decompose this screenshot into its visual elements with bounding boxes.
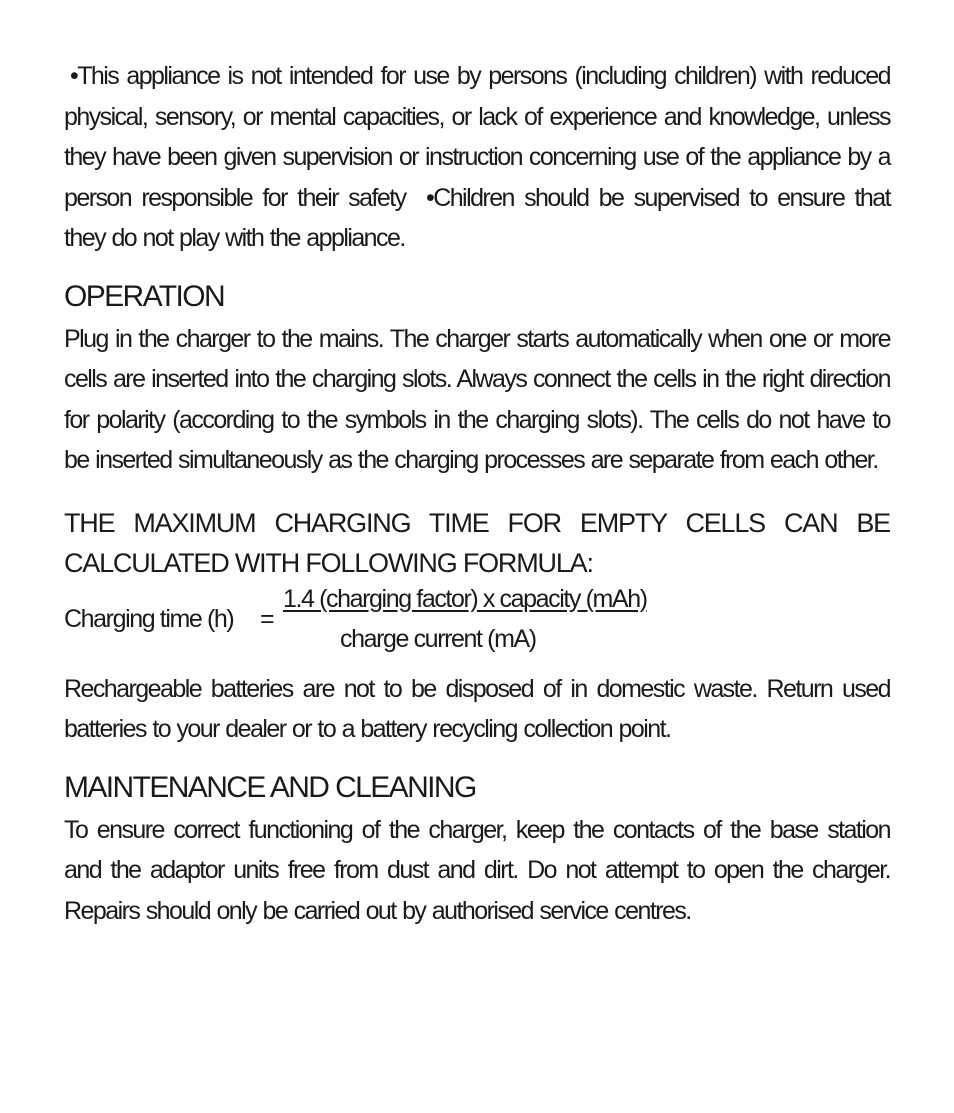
manual-page xyxy=(64,56,890,931)
operation-text: Plug in the charger to the mains. The charger starts automatically when one or more cells are inserted into the charging slots. Always connect the cells in the right direction for polarity (according to the symbols in the charging slots). The cells do not have to be inserted simultaneously as the charging processes are separate from each other. xyxy=(64,324,890,474)
operation-heading: OPERATION xyxy=(64,279,225,313)
safety-bullet-supervision: •This appliance is not intended for use by persons (including children) with reduced physical, sensory, or mental capacities, or lack of experience and knowledge, unless they have been given supervision or instruction concerning use of the appliance by a person responsible for their safety xyxy=(64,62,890,212)
safety-paragraph xyxy=(64,56,890,259)
formula-numerator: 1.4 (charging factor) x capacity (mAh) xyxy=(283,584,647,613)
maintenance-text: To ensure correct functioning of the charger, keep the contacts of the base station and the adaptor units free from dust and dirt. Do not attempt to open the charger. Repairs should only be carried out by authorised service centres. xyxy=(64,815,890,925)
formula-lhs: Charging time (h) xyxy=(64,604,234,633)
charging-time-formula xyxy=(64,584,890,669)
safety-bullet-children: •Children should be supervised to ensure that they do not play with the appliance. xyxy=(64,183,890,252)
formula-equals: = xyxy=(260,604,274,633)
disposal-text: Rechargeable batteries are not to be disposed of in domestic waste. Return used batteries to your dealer or to a battery recycling collection point. xyxy=(64,674,890,743)
maintenance-heading: MAINTENANCE AND CLEANING xyxy=(64,770,476,804)
formula-denominator: charge current (mA) xyxy=(340,624,536,653)
charging-time-heading: THE MAXIMUM CHARGING TIME FOR EMPTY CELLS CAN BE CALCULATED WITH FOLLOWING FORMULA: xyxy=(64,507,890,578)
